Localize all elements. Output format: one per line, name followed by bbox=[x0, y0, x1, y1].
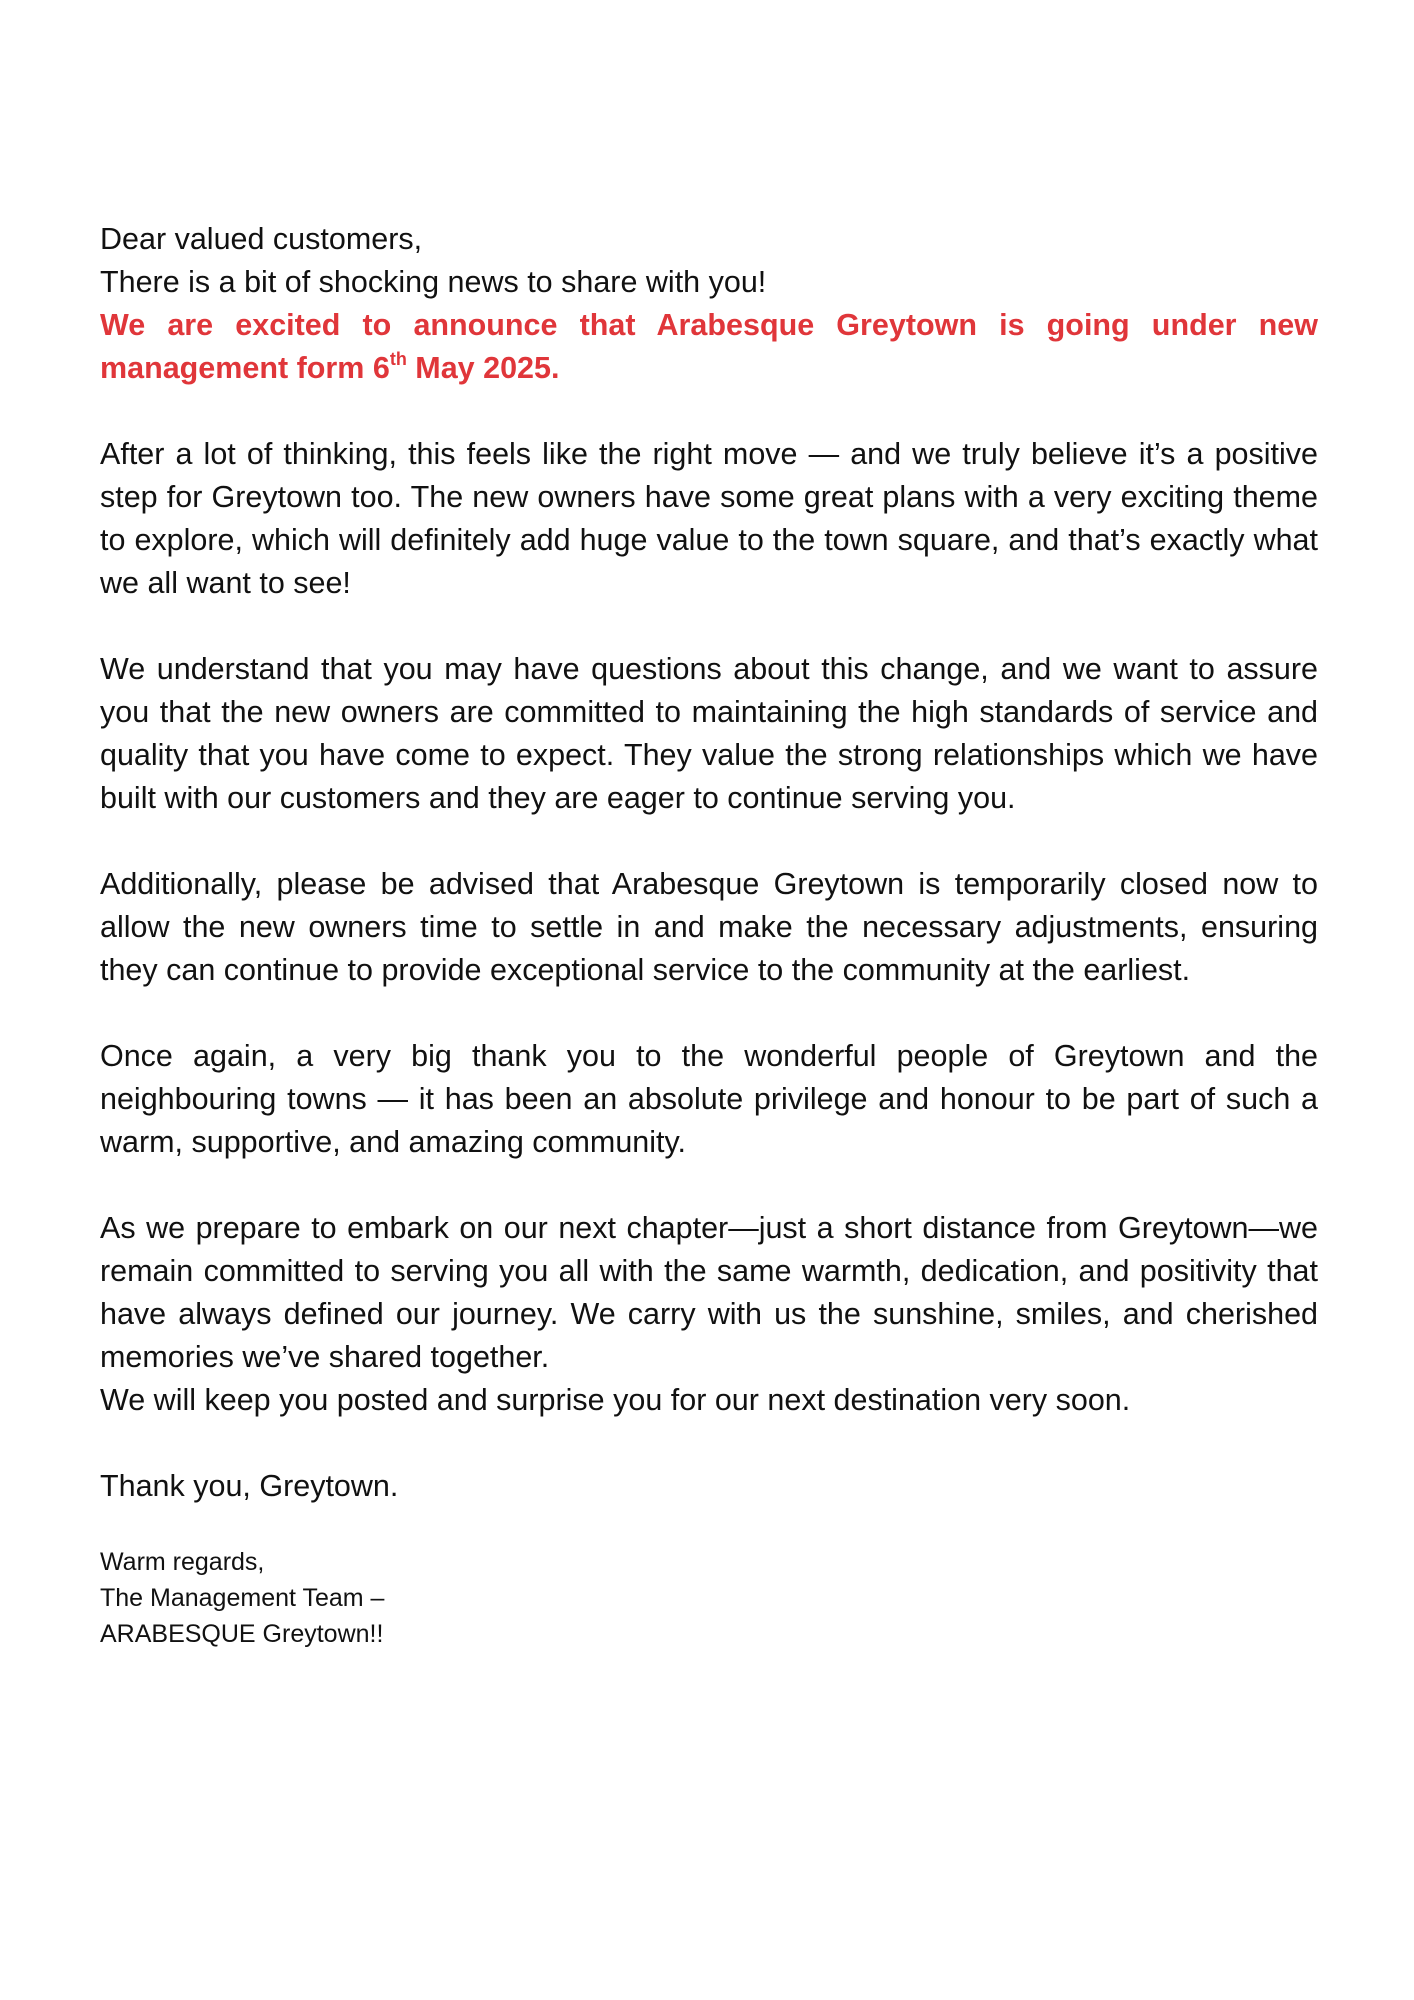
announcement-date: May 2025. bbox=[406, 351, 560, 385]
keep-posted-line: We will keep you posted and surprise you for our next destination very soon. bbox=[100, 1383, 1131, 1417]
announcement bbox=[100, 304, 1318, 390]
signature-business: ARABESQUE Greytown!! bbox=[100, 1620, 384, 1648]
thank-you-line: Thank you, Greytown. bbox=[100, 1469, 399, 1503]
intro-line: There is a bit of shocking news to share with you! bbox=[100, 265, 767, 299]
paragraph-closure-notice: Additionally, please be advised that Arabesque Greytown is temporarily closed now to allow the new owners time to settle in and make the necessary adjustments, ensuring they can continue to provide exceptional service to the community at the earliest. bbox=[100, 867, 1318, 987]
paragraph-assurance: We understand that you may have questions about this change, and we want to assure you that the new owners are committed to maintaining the high standards of service and quality that you have come to expect. They value the strong relationships which we have built with our customers and they are eager to continue serving you. bbox=[100, 652, 1318, 815]
paragraph-next-chapter: As we prepare to embark on our next chapter—just a short distance from Greytown—we remain committed to serving you all with the same warmth, dedication, and positivity that have always defined our journey. We carry with us the sunshine, smiles, and cherished memories we’ve shared together. bbox=[100, 1211, 1318, 1374]
signature-regards: Warm regards, bbox=[100, 1548, 265, 1576]
letter bbox=[100, 218, 1318, 1652]
greeting: Dear valued customers, bbox=[100, 222, 423, 256]
signature-block bbox=[100, 1544, 1318, 1652]
paragraph-decision: After a lot of thinking, this feels like the right move — and we truly believe it’s a positive step for Greytown too. The new owners have some great plans with a very exciting theme to explore, which will definitely add huge value to the town square, and that’s exactly what we all want to see! bbox=[100, 437, 1318, 600]
announcement-ordinal: th bbox=[389, 348, 407, 369]
signature-team: The Management Team – bbox=[100, 1584, 385, 1612]
paragraph-thanks: Once again, a very big thank you to the wonderful people of Greytown and the neighbouring towns — it has been an absolute privilege and honour to be part of such a warm, supportive, and amazing community. bbox=[100, 1039, 1318, 1159]
announcement-text: We are excited to announce that Arabesque Greytown is going under new management form 6 bbox=[100, 308, 1318, 385]
